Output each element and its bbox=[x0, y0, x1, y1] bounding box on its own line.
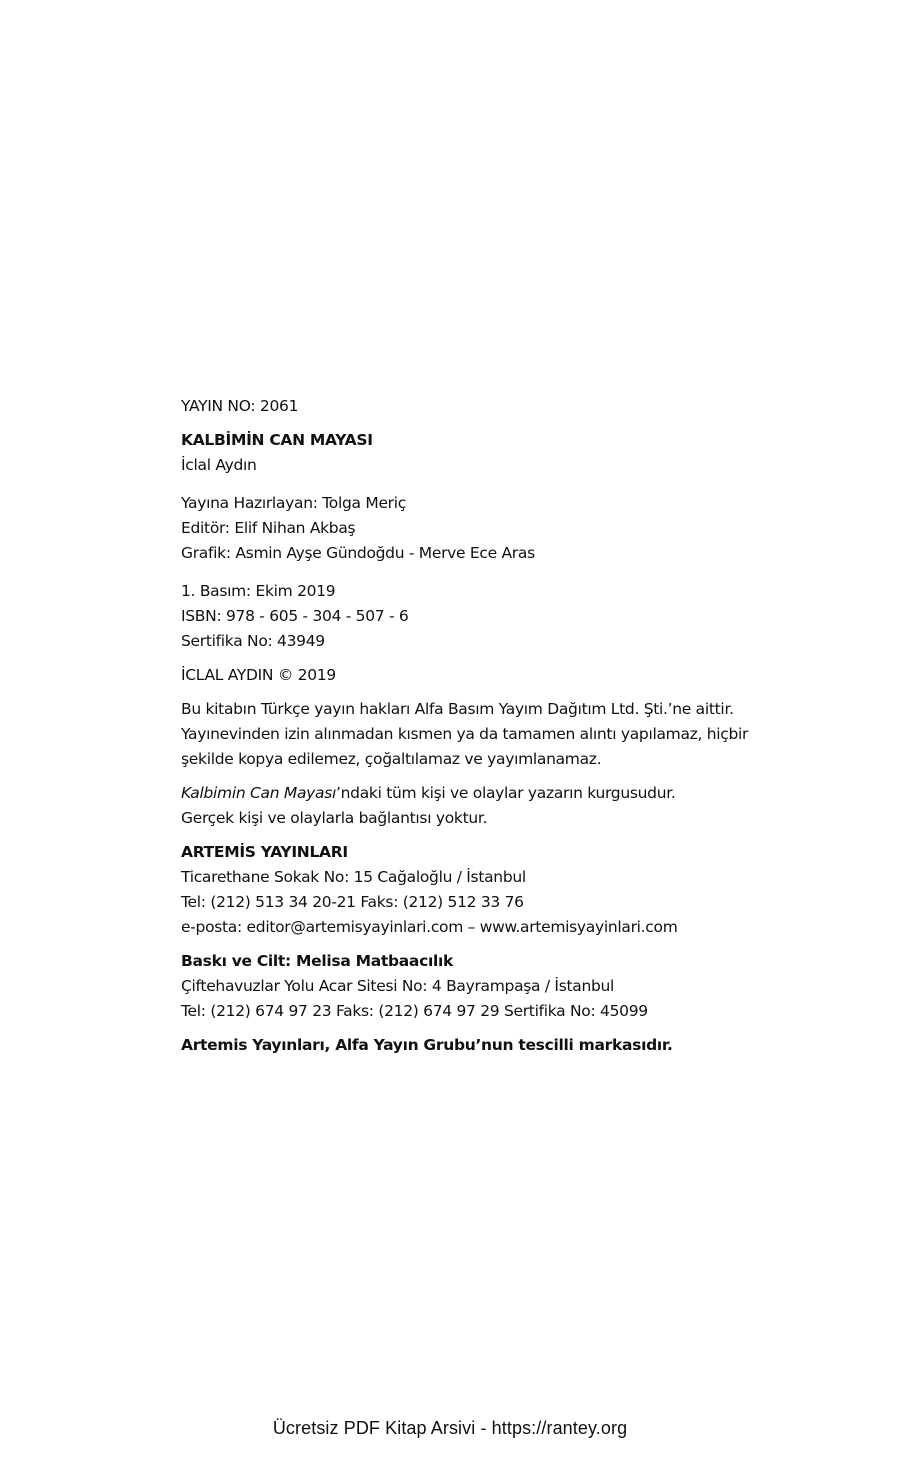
credits bbox=[181, 491, 781, 566]
printer-info bbox=[181, 949, 781, 1024]
printer-address: Çiftehavuzlar Yolu Acar Sitesi No: 4 Bayrampaşa / İstanbul bbox=[181, 977, 615, 995]
publisher-phone: Tel: (212) 513 34 20-21 Faks: (212) 512 33 76 bbox=[181, 893, 524, 911]
fiction-line-1-text: ’ndaki tüm kişi ve olaylar yazarın kurgusudur. bbox=[336, 784, 676, 802]
fiction-line-2: Gerçek kişi ve olaylarla bağlantısı yoktur. bbox=[181, 809, 488, 827]
certificate-number: Sertifika No: 43949 bbox=[181, 632, 325, 650]
preparer: Yayına Hazırlayan: Tolga Meriç bbox=[181, 494, 406, 512]
publication-number-block bbox=[181, 394, 781, 419]
rights-line-3: şekilde kopya edilemez, çoğaltılamaz ve yayımlanamaz. bbox=[181, 750, 602, 768]
print-date: 1. Basım: Ekim 2019 bbox=[181, 582, 336, 600]
isbn: ISBN: 978 - 605 - 304 - 507 - 6 bbox=[181, 607, 409, 625]
colophon bbox=[181, 394, 781, 1058]
editor: Editör: Elif Nihan Akbaş bbox=[181, 519, 356, 537]
publisher-address: Ticarethane Sokak No: 15 Cağaloğlu / İstanbul bbox=[181, 868, 526, 886]
publisher-info bbox=[181, 840, 781, 940]
printer-phone: Tel: (212) 674 97 23 Faks: (212) 674 97 29 Sertifika No: 45099 bbox=[181, 1002, 648, 1020]
rights-line-1: Bu kitabın Türkçe yayın hakları Alfa Basım Yayım Dağıtım Ltd. Şti.’ne aittir. bbox=[181, 700, 734, 718]
book-author: İclal Aydın bbox=[181, 456, 257, 474]
publication-number: YAYIN NO: 2061 bbox=[181, 397, 299, 415]
footer-text: Ücretsiz PDF Kitap Arsivi - https://rantey.org bbox=[272, 1418, 628, 1438]
fiction-book-title: Kalbimin Can Mayası bbox=[181, 784, 337, 802]
book-info bbox=[181, 428, 781, 478]
rights-notice bbox=[181, 697, 781, 772]
trademark-notice: Artemis Yayınları, Alfa Yayın Grubu’nun tescilli markasıdır. bbox=[181, 1036, 673, 1054]
printer-name: Baskı ve Cilt: Melisa Matbaacılık bbox=[181, 952, 454, 970]
fiction-line-1 bbox=[181, 781, 781, 806]
fiction-notice bbox=[181, 781, 781, 831]
copyright-block bbox=[181, 663, 781, 688]
edition-info bbox=[181, 579, 781, 654]
publisher-contact: e-posta: editor@artemisyayinlari.com – www.artemisyayinlari.com bbox=[181, 918, 678, 936]
rights-line-2: Yayınevinden izin alınmadan kısmen ya da tamamen alıntı yapılamaz, hiçbir bbox=[181, 725, 749, 743]
book-title: KALBİMİN CAN MAYASI bbox=[181, 431, 373, 449]
trademark-block bbox=[181, 1033, 781, 1058]
publisher-name: ARTEMİS YAYINLARI bbox=[181, 843, 348, 861]
copyright: İCLAL AYDIN © 2019 bbox=[181, 666, 336, 684]
graphics-credit: Grafik: Asmin Ayşe Gündoğdu - Merve Ece Aras bbox=[181, 544, 535, 562]
